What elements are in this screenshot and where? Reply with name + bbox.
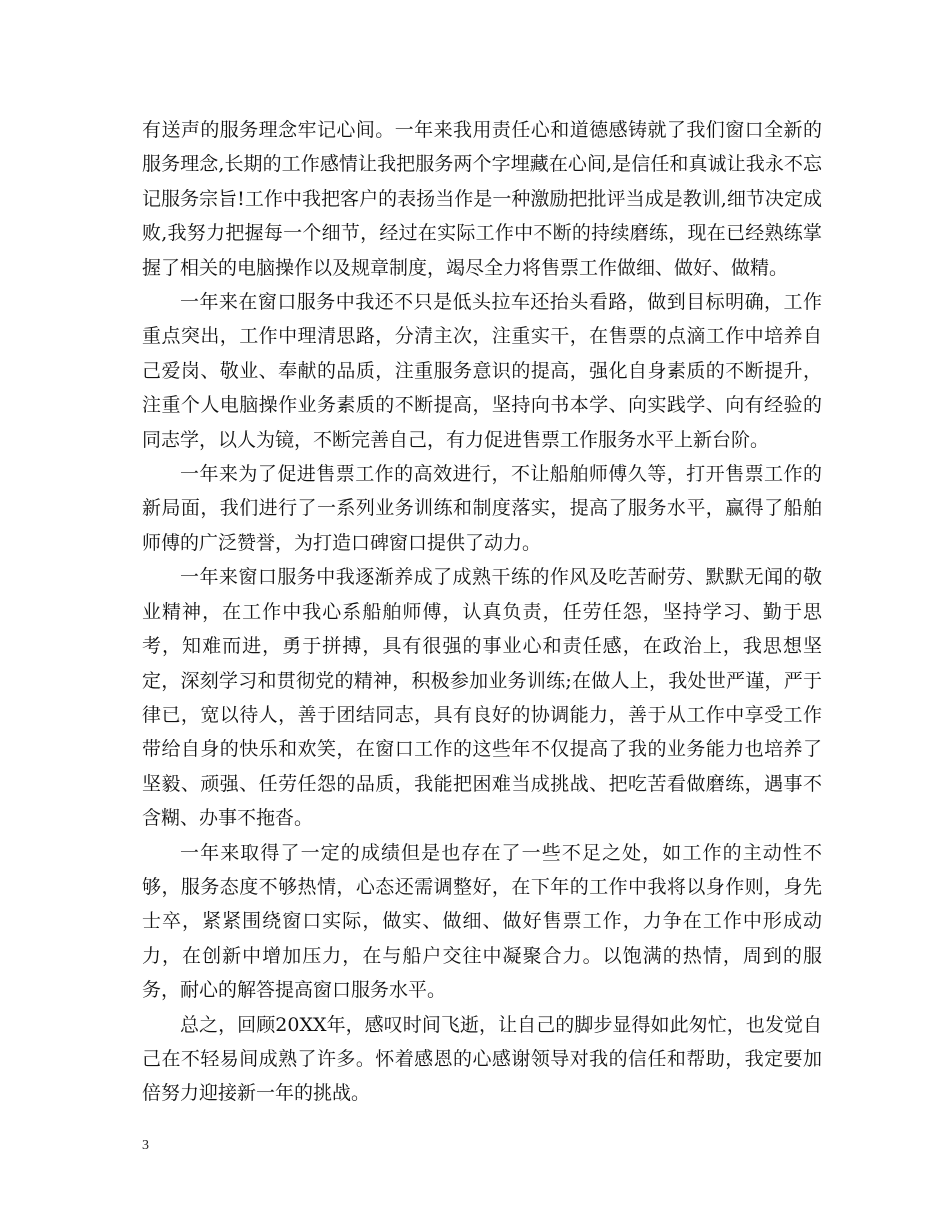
paragraph-work-style: 一年来窗口服务中我逐渐养成了成熟干练的作风及吃苦耐劳、默默无闻的敬业精神，在工作中我心系船舶师傅，认真负责，任劳任怨，坚持学习、勤于思考，知难而进，勇于拼搏，具有很强的事业心和责任感，在政治上，我思想坚定，深刻学习和贯彻党的精神，积极参加业务训练;在做人上，我处世严谨，严于律已，宽以待人，善于团结同志，具有良好的协调能力，善于从工作中享受工作带给自身的快乐和欢笑，在窗口工作的这些年不仅提高了我的业务能力也培养了坚毅、顽强、任劳任怨的品质，我能把困难当成挑战、把吃苦看做磨练，遇事不含糊、办事不拖沓。: [142, 566, 822, 830]
paragraph-continued: 有送声的服务理念牢记心间。一年来我用责任心和道德感铸就了我们窗口全新的服务理念,长期的工作感情让我把服务两个字埋藏在心间,是信任和真诚让我永不忘记服务宗旨!工作中我把客户的表扬当作是一种激励把批评当成是教训,细节决定成败,我努力把握每一个细节，经过在实际工作中不断的持续磨练，现在已经熟练掌握了相关的电脑操作以及规章制度，竭尽全力将售票工作做细、做好、做精。: [142, 119, 822, 279]
paragraph-conclusion: 总之，回顾20XX年，感叹时间飞逝，让自己的脚步显得如此匆忙，也发觉自己在不轻易间成熟了许多。怀着感恩的心感谢领导对我的信任和帮助，我定要加倍努力迎接新一年的挑战。: [142, 1013, 822, 1105]
document-body: [142, 113, 822, 1111]
paragraph-window-service: 一年来在窗口服务中我还不只是低头拉车还抬头看路，做到目标明确，工作重点突出，工作中理清思路，分清主次，注重实干，在售票的点滴工作中培养自己爱岗、敬业、奉献的品质，注重服务意识的提高，强化自身素质的不断提升，注重个人电脑操作业务素质的不断提高，坚持向书本学、向实践学、向有经验的同志学，以人为镜，不断完善自己，有力促进售票工作服务水平上新台阶。: [142, 291, 822, 451]
paragraph-shortcomings: 一年来取得了一定的成绩但是也存在了一些不足之处，如工作的主动性不够，服务态度不够热情，心态还需调整好，在下年的工作中我将以身作则，身先士卒，紧紧围绕窗口实际，做实、做细、做好售票工作，力争在工作中形成动力，在创新中增加压力，在与船户交往中凝聚合力。以饱满的热情，周到的服务，耐心的解答提高窗口服务水平。: [142, 841, 822, 1002]
paragraph-ticketing-efficiency: 一年来为了促进售票工作的高效进行，不让船舶师傅久等，打开售票工作的新局面，我们进行了一系列业务训练和制度落实，提高了服务水平，赢得了船舶师傅的广泛赞誉，为打造口碑窗口提供了动力。: [142, 463, 822, 554]
page-number: 3: [142, 1138, 149, 1153]
